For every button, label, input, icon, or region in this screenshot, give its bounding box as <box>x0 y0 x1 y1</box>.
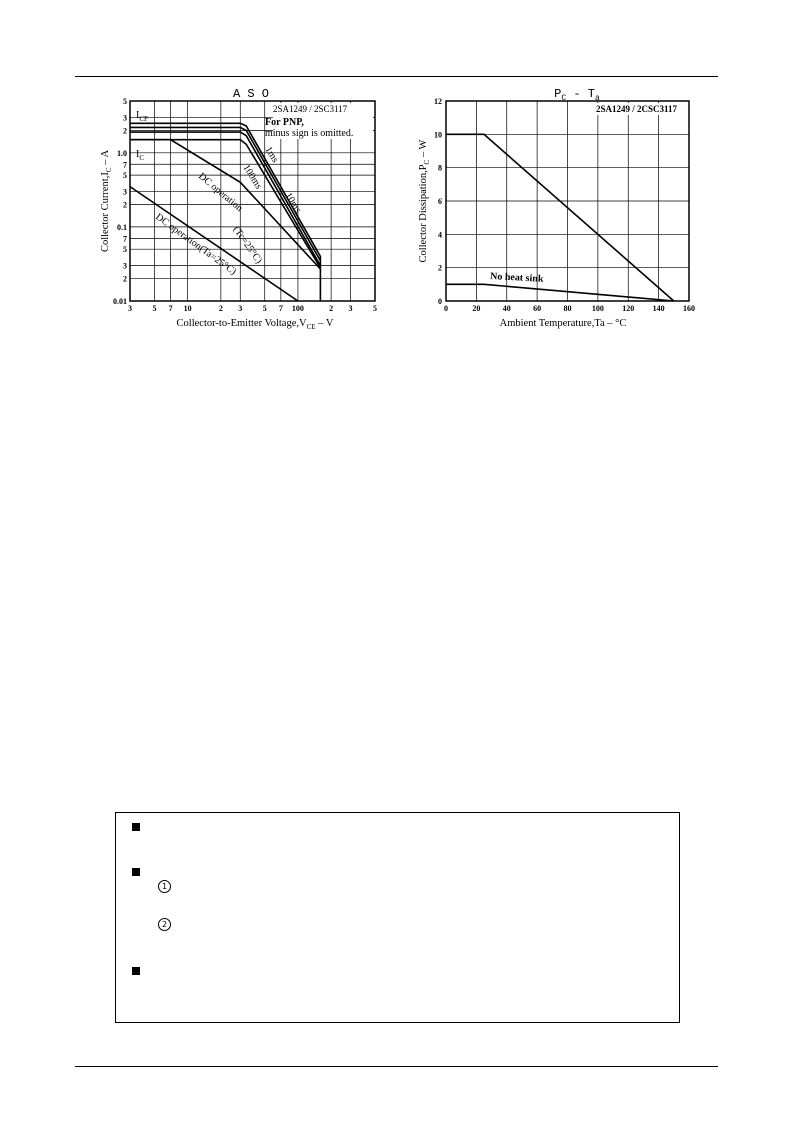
label-1ms: 1ms <box>262 144 281 165</box>
pc-ta-x-tick-label: 0 <box>444 304 448 313</box>
pc-ta-x-tick-label: 20 <box>472 304 481 313</box>
label-no-heat-sink: No heat sink <box>489 271 544 285</box>
aso-x-tick-label: 3 <box>128 304 132 313</box>
aso-y-tick-label: 3 <box>123 261 127 271</box>
aso-y-tick-label: 5 <box>123 245 127 255</box>
pc-ta-y-tick-label: 2 <box>438 263 442 273</box>
pc-ta-x-tick-label: 100 <box>591 304 604 313</box>
notes-bullet-1 <box>132 823 140 831</box>
notes-bullet-2 <box>132 868 140 876</box>
aso-y-tick-label: 0.1 <box>117 222 127 232</box>
pc-ta-legend: 2SA1249 / 2CSC3117 <box>596 104 678 114</box>
pc-ta-x-tick-label: 140 <box>652 304 665 313</box>
aso-y-tick-label: 7 <box>123 234 127 244</box>
pc-ta-y-tick-label: 6 <box>438 197 442 206</box>
label-dc-ta: DC operation(Ta=25°C) <box>153 211 239 278</box>
aso-y-tick-label: 3 <box>123 113 127 123</box>
aso-legend-line2: For PNP, <box>265 117 304 128</box>
pc-ta-y-tick-label: 4 <box>438 230 442 240</box>
pc-ta-y-tick-label: 0 <box>438 297 442 306</box>
notes-bullet-3 <box>132 967 140 975</box>
aso-y-tick-labels <box>113 97 127 306</box>
aso-y-tick-label: 5 <box>123 97 127 106</box>
pc-ta-x-tick-label: 160 <box>683 304 695 313</box>
pc-ta-ylabel: Collector $Dissipation,P_C$ – W <box>418 139 431 263</box>
ic-label: $I_C$ <box>136 149 145 162</box>
label-dc-tc: DC operation <box>196 170 245 215</box>
aso-x-tick-label: 3 <box>348 304 353 313</box>
pc-ta-x-tick-label: 40 <box>502 304 511 313</box>
aso-x-tick-label: 7 <box>168 304 173 313</box>
aso-x-tick-label: 5 <box>152 304 157 313</box>
aso-x-tick-label: 2 <box>329 304 334 313</box>
header-rule <box>75 76 718 77</box>
aso-x-tick-label: 10 <box>183 304 192 313</box>
aso-ylabel: Collector $Current,I_C$ – A <box>100 149 113 253</box>
notes-box <box>115 812 680 1023</box>
pc-ta-y-tick-label: 12 <box>434 97 442 106</box>
pc-ta-x-tick-label: 80 <box>563 304 572 313</box>
pc-ta-x-tick-labels <box>444 304 695 313</box>
aso-x-tick-label: 100 <box>291 304 304 313</box>
aso-chart <box>95 85 395 335</box>
aso-x-tick-label: 5 <box>262 304 267 313</box>
aso-x-tick-label: 2 <box>218 304 223 313</box>
aso-xlabel: Collector-to-Emitter $Voltage,V_{CE}$ – V <box>176 318 334 331</box>
label-10ms: 10ms <box>282 190 304 215</box>
aso-legend-line3: minus sign is omitted. <box>265 128 354 139</box>
aso-y-tick-label: 2 <box>123 200 127 210</box>
aso-x-tick-label: 5 <box>373 304 377 313</box>
aso-y-tick-label: 3 <box>123 187 127 197</box>
aso-legend-line1: 2SA1249 / 2SC3117 <box>273 104 348 114</box>
aso-y-tick-label: 5 <box>123 171 127 181</box>
pc-ta-series-line <box>446 284 674 301</box>
pc-ta-y-tick-label: 10 <box>434 130 442 140</box>
aso-x-tick-label: 3 <box>238 304 243 313</box>
aso-y-tick-label: 0.01 <box>113 297 127 306</box>
aso-y-tick-label: 2 <box>123 274 127 284</box>
pc-ta-y-tick-label: 8 <box>438 163 442 173</box>
aso-y-tick-label: 2 <box>123 126 127 136</box>
aso-x-tick-label: 7 <box>278 304 283 313</box>
notes-marker-1: 1 <box>158 880 171 893</box>
pc-ta-series-line <box>446 134 674 301</box>
pc-ta-y-tick-labels <box>434 97 442 306</box>
label-dc-tc-cond: (Tc=25°C) <box>230 224 265 266</box>
aso-x-tick-labels <box>128 304 377 313</box>
aso-y-tick-label: 7 <box>123 160 127 170</box>
pc-ta-xlabel: Ambient Temperature,Ta – °C <box>499 318 627 329</box>
aso-series-line <box>130 187 298 301</box>
pc-ta-x-tick-label: 120 <box>622 304 635 313</box>
footer-rule <box>75 1066 718 1067</box>
aso-title: A S O <box>232 87 270 101</box>
aso-y-tick-label: 1.0 <box>117 148 127 158</box>
pc-ta-x-tick-label: 60 <box>533 304 542 313</box>
pc-ta-grid <box>446 101 689 301</box>
pc-ta-chart <box>415 85 710 335</box>
icp-label: $I_{CP}$ <box>136 110 148 123</box>
label-100ms: 100ms <box>240 162 264 192</box>
pc-ta-title: $P_C - T_a$ <box>554 87 600 103</box>
pc-ta-series-lines <box>446 134 674 301</box>
notes-marker-2: 2 <box>158 918 171 931</box>
